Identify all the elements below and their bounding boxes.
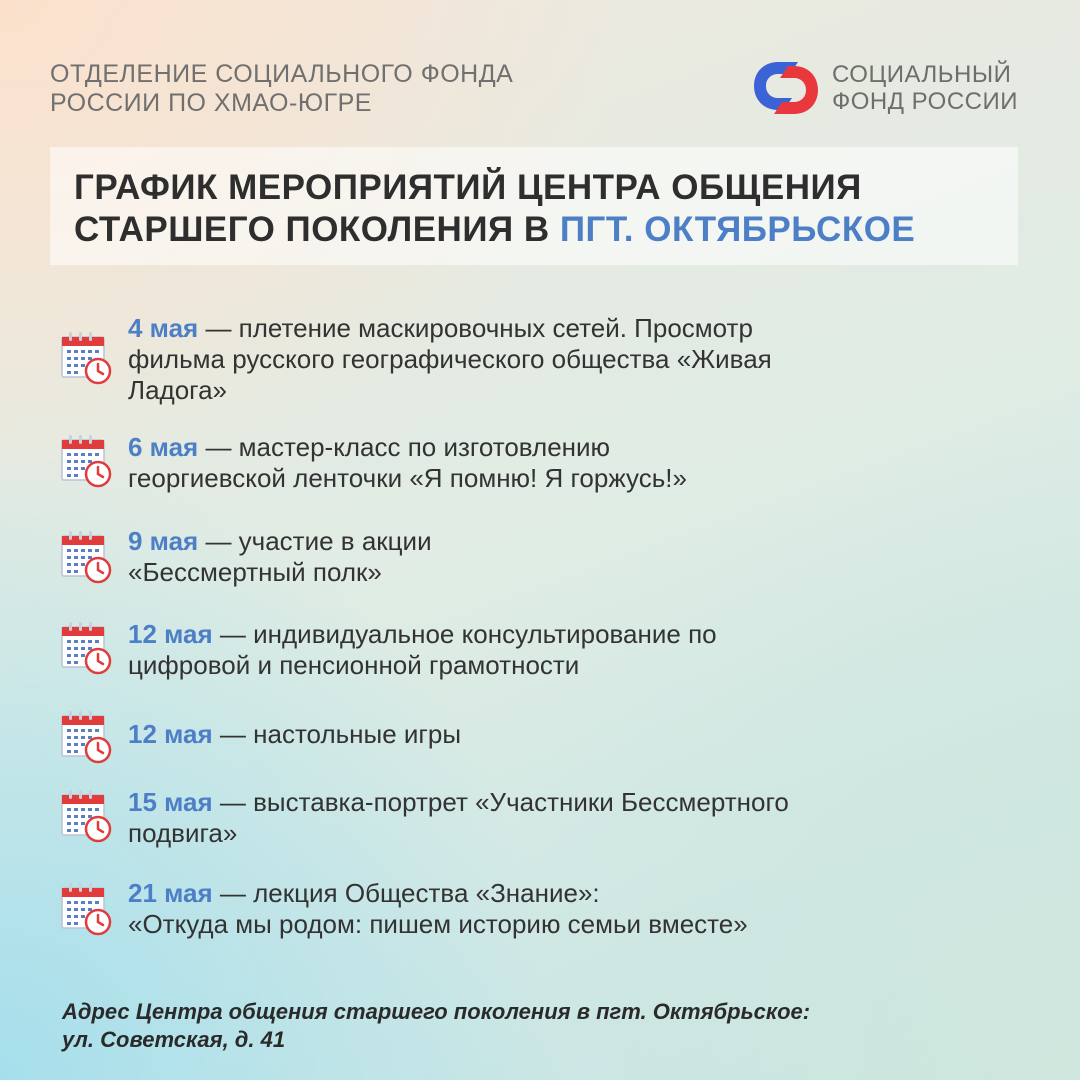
event-desc-line-2: «Откуда мы родом: пишем историю семьи вместе» bbox=[128, 909, 748, 939]
page-title bbox=[74, 167, 1004, 251]
event-date: 21 мая bbox=[128, 878, 213, 908]
calendar-clock-icon bbox=[60, 621, 112, 675]
org-line-1: ОТДЕЛЕНИЕ СОЦИАЛЬНОГО ФОНДА bbox=[50, 60, 514, 88]
event-text bbox=[128, 313, 1028, 406]
event-desc-line-2: «Бессмертный полк» bbox=[128, 557, 382, 587]
event-text bbox=[128, 526, 1028, 588]
calendar-clock-icon bbox=[60, 530, 112, 584]
logo-line-2: ФОНД РОССИИ bbox=[832, 88, 1018, 115]
event-date: 15 мая bbox=[128, 787, 213, 817]
event-text bbox=[128, 878, 1028, 940]
calendar-clock-icon bbox=[60, 882, 112, 936]
event-date: 9 мая bbox=[128, 526, 199, 556]
event-date: 12 мая bbox=[128, 719, 213, 749]
event-desc: — выставка-портрет «Участники Бессмертного bbox=[212, 787, 789, 817]
address-line-2: ул. Советская, д. 41 bbox=[62, 1027, 286, 1052]
calendar-clock-icon bbox=[60, 434, 112, 488]
event-desc: — мастер-класс по изготовлению bbox=[198, 432, 611, 462]
sfr-logo-icon bbox=[750, 56, 822, 120]
event-date: 4 мая bbox=[128, 313, 199, 343]
calendar-clock-icon bbox=[60, 710, 112, 764]
event-date: 6 мая bbox=[128, 432, 199, 462]
calendar-clock-icon bbox=[60, 789, 112, 843]
event-desc: — индивидуальное консультирование по bbox=[212, 619, 717, 649]
event-desc: — настольные игры bbox=[212, 719, 462, 749]
event-desc-line-2: подвига» bbox=[128, 818, 238, 848]
event-desc-line-2: фильма русского географического общества «Живая bbox=[128, 344, 772, 374]
event-text bbox=[128, 719, 1028, 750]
logo-line-1: СОЦИАЛЬНЫЙ bbox=[832, 61, 1012, 88]
organization-name bbox=[50, 60, 513, 118]
event-desc: — участие в акции bbox=[198, 526, 432, 556]
event-desc: — лекция Общества «Знание»: bbox=[212, 878, 600, 908]
address-line-1: Адрес Центра общения старшего поколения в пгт. Октябрьское: bbox=[62, 999, 811, 1024]
title-box bbox=[50, 147, 1018, 265]
event-desc-line-2: георгиевской ленточки «Я помню! Я горжусь!» bbox=[128, 463, 687, 493]
org-line-2: РОССИИ ПО ХМАО-ЮГРЕ bbox=[50, 89, 372, 117]
event-text bbox=[128, 432, 1028, 494]
event-desc: — плетение маскировочных сетей. Просмотр bbox=[198, 313, 753, 343]
calendar-clock-icon bbox=[60, 331, 112, 385]
event-desc-line-3: Ладога» bbox=[128, 375, 227, 405]
title-line-1: ГРАФИК МЕРОПРИЯТИЙ ЦЕНТРА ОБЩЕНИЯ bbox=[74, 168, 862, 207]
title-line-2-prefix: СТАРШЕГО ПОКОЛЕНИЯ В bbox=[74, 210, 560, 249]
event-desc-line-2: цифровой и пенсионной грамотности bbox=[128, 650, 580, 680]
title-line-2 bbox=[74, 209, 1004, 251]
title-highlight: ПГТ. ОКТЯБРЬСКОЕ bbox=[559, 210, 916, 249]
event-text bbox=[128, 787, 1028, 849]
event-text bbox=[128, 619, 1028, 681]
event-date: 12 мая bbox=[128, 619, 213, 649]
address-block bbox=[62, 998, 1022, 1054]
sfr-logo bbox=[750, 56, 1018, 120]
logo-text bbox=[832, 61, 1018, 115]
